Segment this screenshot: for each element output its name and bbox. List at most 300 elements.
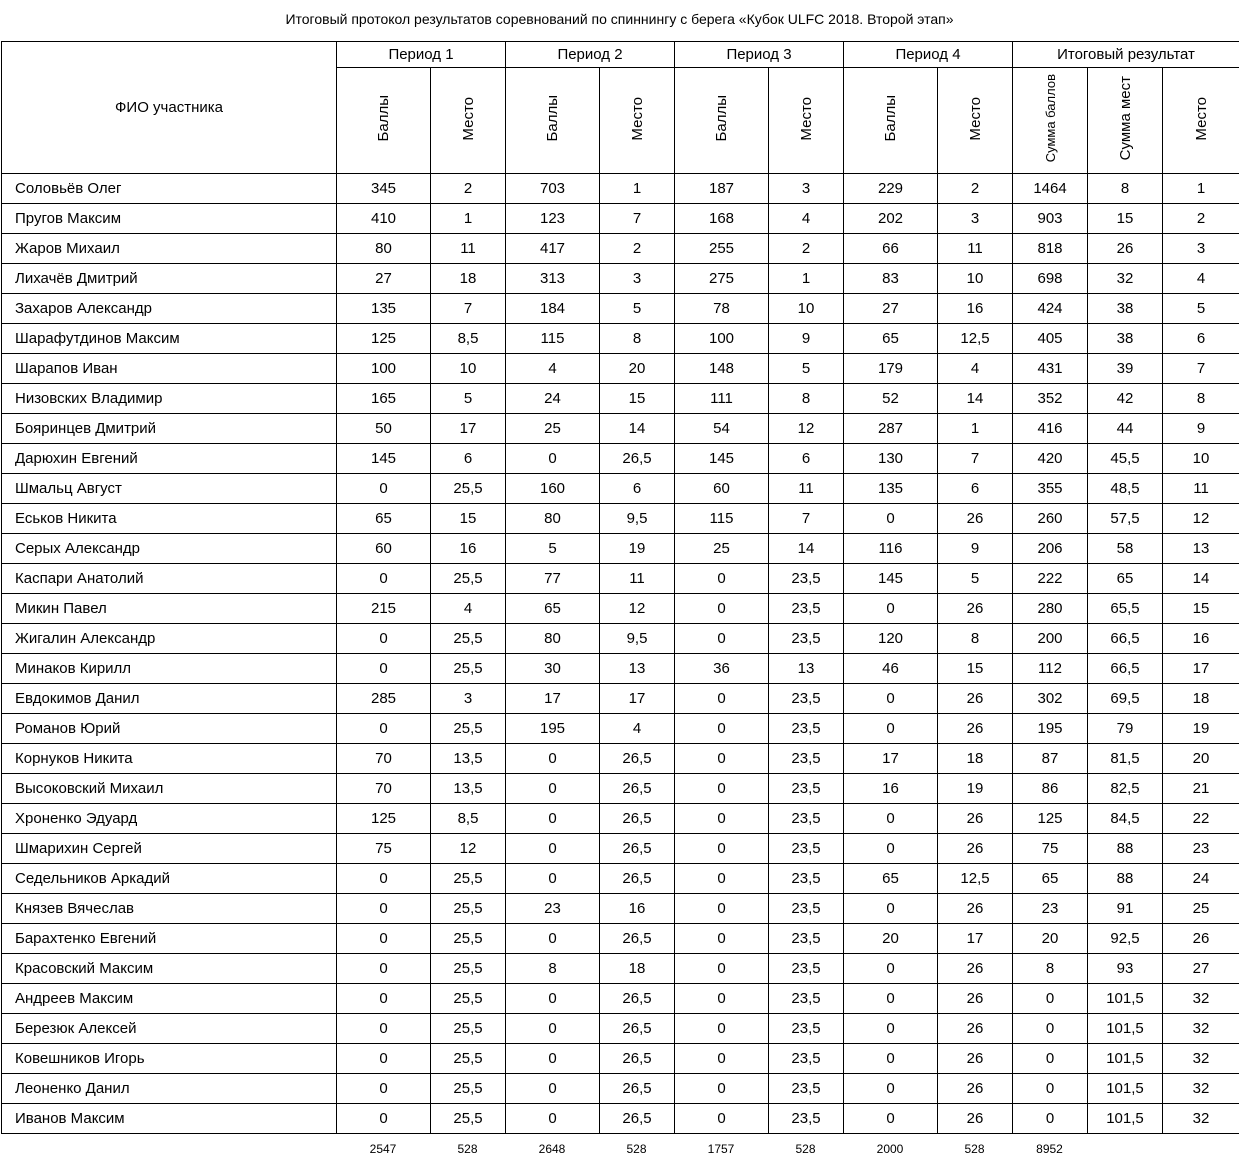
table-cell: 18 [600,954,675,984]
table-cell: 23,5 [769,804,844,834]
table-cell: 25,5 [431,624,506,654]
table-cell: 23,5 [769,684,844,714]
table-cell: 222 [1013,564,1088,594]
table-cell: 23,5 [769,714,844,744]
table-cell: 65,5 [1088,594,1163,624]
table-cell: 130 [844,444,938,474]
table-cell: 420 [1013,444,1088,474]
table-cell: 0 [844,1014,938,1044]
table-cell: 184 [506,294,600,324]
table-cell: 0 [675,984,769,1014]
table-cell: 65 [844,324,938,354]
table-cell: 0 [675,1014,769,1044]
table-cell: 18 [938,744,1013,774]
table-cell: 16 [600,894,675,924]
table-cell: 32 [1163,1104,1239,1134]
table-cell: 1 [1163,174,1239,204]
period-3-header: Период 3 [675,42,844,68]
table-cell: 0 [337,924,431,954]
table-cell: 3 [769,174,844,204]
table-cell: 0 [506,1104,600,1134]
table-cell: 345 [337,174,431,204]
table-cell: 125 [1013,804,1088,834]
table-cell: 0 [844,1104,938,1134]
table-cell: 0 [675,864,769,894]
table-cell: 26 [938,954,1013,984]
table-cell: 65 [844,864,938,894]
table-cell: 1 [431,204,506,234]
table-cell: 0 [506,1044,600,1074]
table-cell: 24 [506,384,600,414]
column-total: 8952 [1036,1142,1063,1156]
table-cell: 32 [1163,984,1239,1014]
table-cell: 23,5 [769,954,844,984]
table-cell: 7 [1163,354,1239,384]
table-row [2,174,1239,204]
table-cell: 21 [1163,774,1239,804]
table-cell: 26 [938,1014,1013,1044]
table-cell: 26 [938,594,1013,624]
table-cell: 195 [1013,714,1088,744]
table-cell: 38 [1088,294,1163,324]
table-cell: 2 [600,234,675,264]
table-cell: 6 [769,444,844,474]
table-cell: 1 [600,174,675,204]
table-cell: 0 [675,954,769,984]
table-cell: 0 [506,984,600,1014]
participant-name: Седельников Аркадий [2,864,337,894]
table-cell: 26,5 [600,1044,675,1074]
table-cell: 11 [431,234,506,264]
table-cell: 82,5 [1088,774,1163,804]
period-2-header: Период 2 [506,42,675,68]
table-cell: 0 [337,1014,431,1044]
table-cell: 23,5 [769,744,844,774]
table-cell: 80 [506,624,600,654]
table-cell: 111 [675,384,769,414]
table-cell: 8 [938,624,1013,654]
table-cell: 0 [337,1074,431,1104]
table-cell: 187 [675,174,769,204]
table-cell: 355 [1013,474,1088,504]
table-cell: 2 [1163,204,1239,234]
table-cell: 5 [769,354,844,384]
participant-name: Низовских Владимир [2,384,337,414]
table-cell: 23 [1013,894,1088,924]
table-cell: 27 [337,264,431,294]
table-cell: 0 [337,474,431,504]
table-cell: 7 [600,204,675,234]
table-cell: 52 [844,384,938,414]
table-cell: 115 [675,504,769,534]
table-cell: 23,5 [769,594,844,624]
table-cell: 26,5 [600,444,675,474]
table-cell: 20 [1013,924,1088,954]
table-cell: 8,5 [431,324,506,354]
table-cell: 75 [337,834,431,864]
table-cell: 125 [337,324,431,354]
table-row [2,504,1239,534]
table-cell: 65 [1088,564,1163,594]
table-cell: 26,5 [600,984,675,1014]
participant-name: Хроненко Эдуард [2,804,337,834]
table-cell: 4 [431,594,506,624]
table-cell: 19 [938,774,1013,804]
table-cell: 26,5 [600,804,675,834]
table-cell: 12 [431,834,506,864]
participant-name: Жигалин Александр [2,624,337,654]
table-cell: 8 [1163,384,1239,414]
table-cell: 26 [1088,234,1163,264]
table-cell: 19 [1163,714,1239,744]
table-cell: 57,5 [1088,504,1163,534]
table-cell: 15 [1163,594,1239,624]
table-cell: 23,5 [769,864,844,894]
table-cell: 145 [844,564,938,594]
table-cell: 903 [1013,204,1088,234]
table-cell: 0 [337,624,431,654]
table-row [2,954,1239,984]
table-cell: 352 [1013,384,1088,414]
period-4-header: Период 4 [844,42,1013,68]
participant-name: Лихачёв Дмитрий [2,264,337,294]
table-row [2,324,1239,354]
table-cell: 0 [675,804,769,834]
column-total [1087,1140,1162,1158]
table-cell: 200 [1013,624,1088,654]
p4-points-header: Баллы [844,68,938,174]
table-cell: 9,5 [600,624,675,654]
participant-name: Бояринцев Дмитрий [2,414,337,444]
table-cell: 65 [1013,864,1088,894]
table-cell: 8 [600,324,675,354]
table-cell: 0 [675,564,769,594]
table-cell: 0 [844,984,938,1014]
table-cell: 27 [844,294,938,324]
table-cell: 14 [769,534,844,564]
table-cell: 0 [506,774,600,804]
table-cell: 19 [600,534,675,564]
table-cell: 70 [337,774,431,804]
table-cell: 66,5 [1088,654,1163,684]
table-cell: 101,5 [1088,1044,1163,1074]
table-cell: 4 [1163,264,1239,294]
table-cell: 123 [506,204,600,234]
table-cell: 0 [506,444,600,474]
table-cell: 15 [600,384,675,414]
table-cell: 32 [1163,1014,1239,1044]
table-cell: 125 [337,804,431,834]
table-cell: 302 [1013,684,1088,714]
participant-name: Евдокимов Данил [2,684,337,714]
p3-points-header: Баллы [675,68,769,174]
table-cell: 0 [1013,1074,1088,1104]
table-cell: 9,5 [600,504,675,534]
table-cell: 0 [675,714,769,744]
table-row [2,234,1239,264]
table-cell: 0 [844,1074,938,1104]
table-cell: 36 [675,654,769,684]
participant-name: Леоненко Данил [2,1074,337,1104]
table-cell: 80 [337,234,431,264]
table-cell: 160 [506,474,600,504]
participant-name: Минаков Кирилл [2,654,337,684]
table-cell: 13,5 [431,744,506,774]
table-cell: 0 [675,774,769,804]
table-cell: 25,5 [431,1074,506,1104]
table-row [2,1044,1239,1074]
table-cell: 26 [938,804,1013,834]
table-cell: 12 [769,414,844,444]
table-cell: 26 [1163,924,1239,954]
period-1-header: Период 1 [337,42,506,68]
table-cell: 23,5 [769,984,844,1014]
table-row [2,414,1239,444]
table-cell: 25,5 [431,474,506,504]
participant-name: Романов Юрий [2,714,337,744]
table-cell: 17 [431,414,506,444]
table-cell: 0 [844,684,938,714]
table-cell: 25,5 [431,894,506,924]
table-cell: 0 [337,714,431,744]
table-cell: 6 [1163,324,1239,354]
table-cell: 60 [675,474,769,504]
table-cell: 84,5 [1088,804,1163,834]
table-cell: 25 [1163,894,1239,924]
table-cell: 100 [337,354,431,384]
table-row [2,204,1239,234]
table-cell: 23,5 [769,924,844,954]
table-cell: 416 [1013,414,1088,444]
table-cell: 101,5 [1088,1104,1163,1134]
table-cell: 26,5 [600,774,675,804]
table-cell: 8 [1088,174,1163,204]
table-cell: 0 [675,1104,769,1134]
column-total: 528 [626,1142,647,1156]
table-cell: 14 [938,384,1013,414]
table-cell: 0 [675,624,769,654]
table-cell: 0 [337,894,431,924]
table-cell: 0 [675,894,769,924]
table-cell: 26,5 [600,1014,675,1044]
participant-name: Корнуков Никита [2,744,337,774]
table-cell: 87 [1013,744,1088,774]
table-cell: 11 [600,564,675,594]
table-cell: 15 [431,504,506,534]
table-cell: 229 [844,174,938,204]
table-cell: 8 [506,954,600,984]
participant-name: Жаров Михаил [2,234,337,264]
table-cell: 260 [1013,504,1088,534]
totals-spacer [1,1140,336,1158]
table-cell: 58 [1088,534,1163,564]
table-cell: 6 [431,444,506,474]
table-cell: 25,5 [431,1104,506,1134]
table-row [2,684,1239,714]
table-cell: 16 [938,294,1013,324]
p1-points-header: Баллы [337,68,431,174]
table-cell: 75 [1013,834,1088,864]
table-cell: 165 [337,384,431,414]
participant-name: Пругов Максим [2,204,337,234]
table-cell: 148 [675,354,769,384]
table-cell: 2 [431,174,506,204]
table-cell: 23,5 [769,1014,844,1044]
totals-row [1,1140,1239,1158]
table-cell: 417 [506,234,600,264]
participant-name: Микин Павел [2,594,337,624]
participant-name: Иванов Максим [2,1104,337,1134]
p3-place-header: Место [769,68,844,174]
table-cell: 135 [844,474,938,504]
table-cell: 25,5 [431,924,506,954]
participant-name: Высоковский Михаил [2,774,337,804]
table-cell: 26,5 [600,924,675,954]
table-cell: 12,5 [938,864,1013,894]
table-cell: 25,5 [431,954,506,984]
table-cell: 25 [675,534,769,564]
table-cell: 16 [844,774,938,804]
table-cell: 120 [844,624,938,654]
participant-name: Березюк Алексей [2,1014,337,1044]
table-cell: 26 [938,714,1013,744]
table-cell: 23,5 [769,774,844,804]
table-cell: 0 [1013,1014,1088,1044]
table-cell: 5 [600,294,675,324]
participant-name: Красовский Максим [2,954,337,984]
table-cell: 0 [675,594,769,624]
table-cell: 26 [938,504,1013,534]
table-cell: 78 [675,294,769,324]
table-cell: 0 [506,864,600,894]
table-row [2,984,1239,1014]
table-cell: 101,5 [1088,1074,1163,1104]
table-cell: 195 [506,714,600,744]
table-cell: 0 [844,1044,938,1074]
table-cell: 0 [337,1044,431,1074]
table-cell: 287 [844,414,938,444]
table-cell: 0 [675,834,769,864]
table-cell: 4 [600,714,675,744]
participant-name: Дарюхин Евгений [2,444,337,474]
table-row [2,924,1239,954]
table-cell: 2 [769,234,844,264]
participant-name: Соловьёв Олег [2,174,337,204]
column-total: 528 [457,1142,478,1156]
page-title: Итоговый протокол результатов соревнований по спиннингу с берега «Кубок ULFC 2018. Второй этап» [285,11,954,27]
table-cell: 11 [1163,474,1239,504]
table-cell: 17 [506,684,600,714]
table-cell: 18 [1163,684,1239,714]
table-cell: 79 [1088,714,1163,744]
table-cell: 83 [844,264,938,294]
table-cell: 4 [769,204,844,234]
table-cell: 24 [1163,864,1239,894]
participant-name: Шарапов Иван [2,354,337,384]
table-cell: 9 [938,534,1013,564]
table-cell: 206 [1013,534,1088,564]
table-cell: 1 [769,264,844,294]
table-cell: 26 [938,1044,1013,1074]
sum-places-header: Сумма мест [1088,68,1163,174]
table-cell: 0 [1013,1044,1088,1074]
table-cell: 6 [938,474,1013,504]
table-cell: 15 [1088,204,1163,234]
column-total: 2547 [369,1142,397,1156]
table-cell: 8,5 [431,804,506,834]
table-cell: 0 [844,504,938,534]
table-cell: 5 [1163,294,1239,324]
table-cell: 17 [1163,654,1239,684]
table-cell: 0 [506,744,600,774]
table-cell: 25,5 [431,564,506,594]
table-cell: 135 [337,294,431,324]
column-total: 528 [795,1142,816,1156]
table-cell: 9 [769,324,844,354]
table-cell: 3 [600,264,675,294]
p1-place-header: Место [431,68,506,174]
table-cell: 0 [844,834,938,864]
participant-name: Князев Вячеслав [2,894,337,924]
table-cell: 70 [337,744,431,774]
table-cell: 10 [769,294,844,324]
table-row [2,1104,1239,1134]
table-row [2,444,1239,474]
table-cell: 4 [938,354,1013,384]
table-cell: 0 [337,954,431,984]
table-cell: 65 [506,594,600,624]
table-cell: 44 [1088,414,1163,444]
table-cell: 65 [337,504,431,534]
table-cell: 7 [431,294,506,324]
table-cell: 116 [844,534,938,564]
table-cell: 92,5 [1088,924,1163,954]
table-cell: 0 [844,714,938,744]
column-total: 1757 [707,1142,735,1156]
table-cell: 38 [1088,324,1163,354]
table-cell: 8 [769,384,844,414]
table-cell: 32 [1163,1074,1239,1104]
table-cell: 0 [337,1104,431,1134]
table-cell: 8 [1013,954,1088,984]
table-cell: 6 [600,474,675,504]
table-row [2,564,1239,594]
table-cell: 11 [938,234,1013,264]
table-cell: 0 [844,954,938,984]
table-cell: 66 [844,234,938,264]
table-cell: 13 [1163,534,1239,564]
table-cell: 0 [506,834,600,864]
p2-points-header: Баллы [506,68,600,174]
table-cell: 0 [337,984,431,1014]
table-cell: 26 [938,1074,1013,1104]
table-cell: 25,5 [431,864,506,894]
table-cell: 25 [506,414,600,444]
table-cell: 0 [675,684,769,714]
table-cell: 23,5 [769,1044,844,1074]
table-cell: 3 [431,684,506,714]
table-row [2,294,1239,324]
results-table [1,41,1239,1134]
table-cell: 80 [506,504,600,534]
participant-name: Шарафутдинов Максим [2,324,337,354]
table-cell: 7 [938,444,1013,474]
table-row [2,594,1239,624]
participant-name: Захаров Александр [2,294,337,324]
table-cell: 13,5 [431,774,506,804]
participant-name: Андреев Максим [2,984,337,1014]
table-cell: 101,5 [1088,984,1163,1014]
